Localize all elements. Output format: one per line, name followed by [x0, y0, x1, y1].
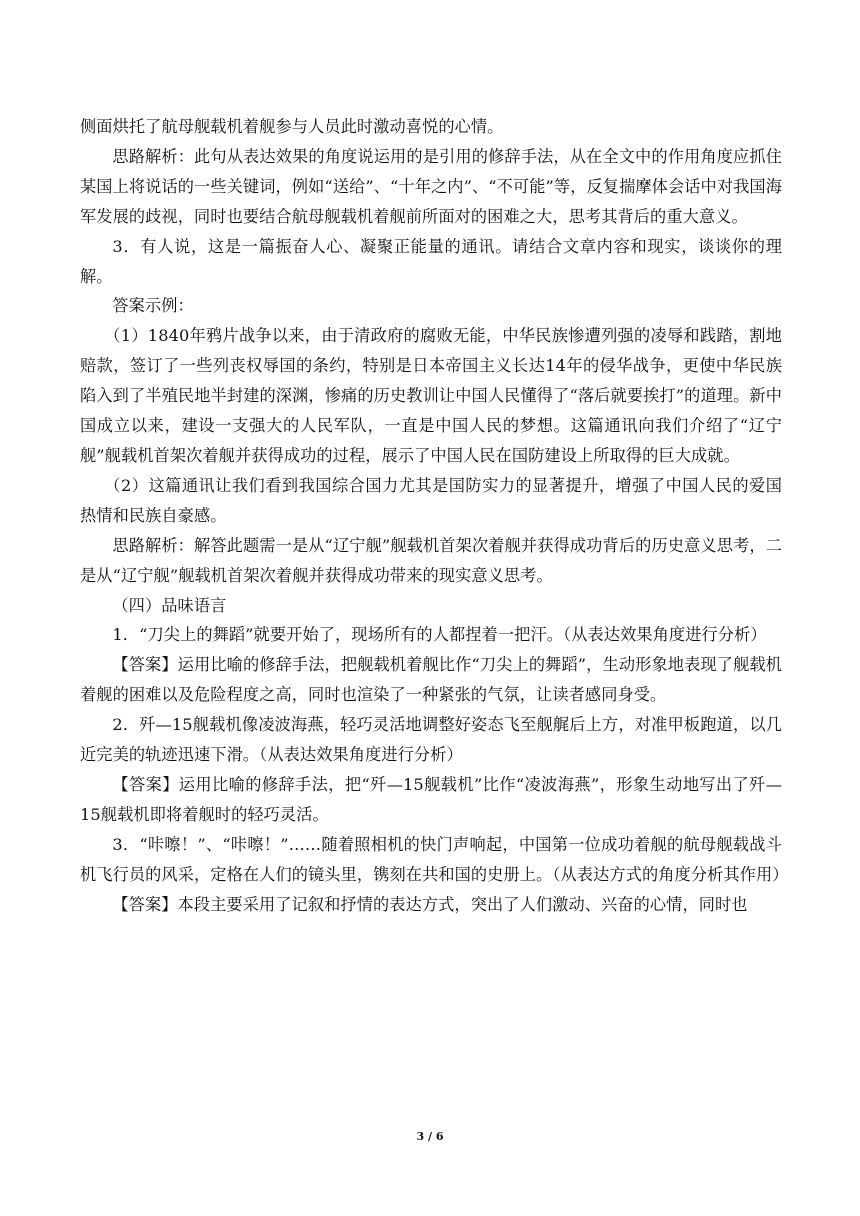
page-number: 3 / 6 — [416, 1130, 444, 1143]
answer-point-2: （2）这篇通讯让我们看到我国综合国力尤其是国防实力的显著提升，增强了中国人民的爱国热情和民族自豪感。 — [80, 475, 782, 525]
language-question-1: 1．“刀尖上的舞蹈”就要开始了，现场所有的人都捏着一把汗。（从表达效果角度进行分析） — [112, 625, 767, 645]
document-body — [80, 112, 789, 919]
language-question-3: 3．“咔嚓！”、“咔嚓！”……随着照相机的快门声响起，中国第一位成功着舰的航母舰载战斗机飞行员的风采，定格在人们的镜头里，镌刻在共和国的史册上。（从表达方式的角度分析其作用） — [80, 834, 789, 884]
paragraph: 思路解析：此句从表达效果的角度说运用的是引用的修辞手法，从在全文中的作用角度应抓住某国上将说话的一些关键词，例如“送给”、“十年之内”、“不可能”等，反复揣摩体会话中对我国海军发展的歧视，同时也要结合航母舰载机着舰前所面对的困难之大，思考其背后的重大意义。 — [80, 146, 782, 226]
answer-2: 【答案】运用比喻的修辞手法，把“歼—15舰载机”比作“凌波海燕”，形象生动地写出了歼—15舰载机即将着舰时的轻巧灵活。 — [80, 774, 782, 824]
answer-3: 【答案】本段主要采用了记叙和抒情的表达方式，突出了人们激动、兴奋的心情，同时也 — [112, 894, 748, 914]
answer-point-1: （1）1840年鸦片战争以来，由于清政府的腐败无能，中华民族惨遭列强的凌辱和践踏，割地赔款，签订了一些列丧权辱国的条约，特别是日本帝国主义长达14年的侵华战争，更使中华民族陷入到了半殖民地半封建的深渊，惨痛的历史教训让中国人民懂得了“落后就要挨打”的道理。新中国成立以来，建设一支强大的人民军队，一直是中国人民的梦想。这篇通讯向我们介绍了“辽宁舰”舰载机首架次着舰并获得成功的过程，展示了中国人民在国防建设上所取得的巨大成就。 — [80, 326, 782, 465]
section-heading: （四）品味语言 — [112, 595, 227, 615]
language-question-2: 2．歼—15舰载机像凌波海燕，轻巧灵活地调整好姿态飞至舰艉后上方，对准甲板跑道，以几近完美的轨迹迅速下滑。（从表达效果角度进行分析） — [80, 715, 782, 765]
paragraph: 思路解析：解答此题需一是从“辽宁舰”舰载机首架次着舰并获得成功背后的历史意义思考，二是从“辽宁舰”舰载机首架次着舰并获得成功带来的现实意义思考。 — [80, 535, 782, 585]
paragraph: 侧面烘托了航母舰载机着舰参与人员此时激动喜悦的心情。 — [80, 117, 504, 136]
question-3: 3．有人说，这是一篇振奋人心、凝聚正能量的通讯。请结合文章内容和现实，谈谈你的理解。 — [80, 236, 782, 286]
answer-1: 【答案】运用比喻的修辞手法，把舰载机着舰比作“刀尖上的舞蹈”，生动形象地表现了舰载机着舰的困难以及危险程度之高，同时也渲染了一种紧张的气氛，让读者感同身受。 — [80, 655, 782, 705]
answer-example-label: 答案示例： — [112, 296, 194, 316]
